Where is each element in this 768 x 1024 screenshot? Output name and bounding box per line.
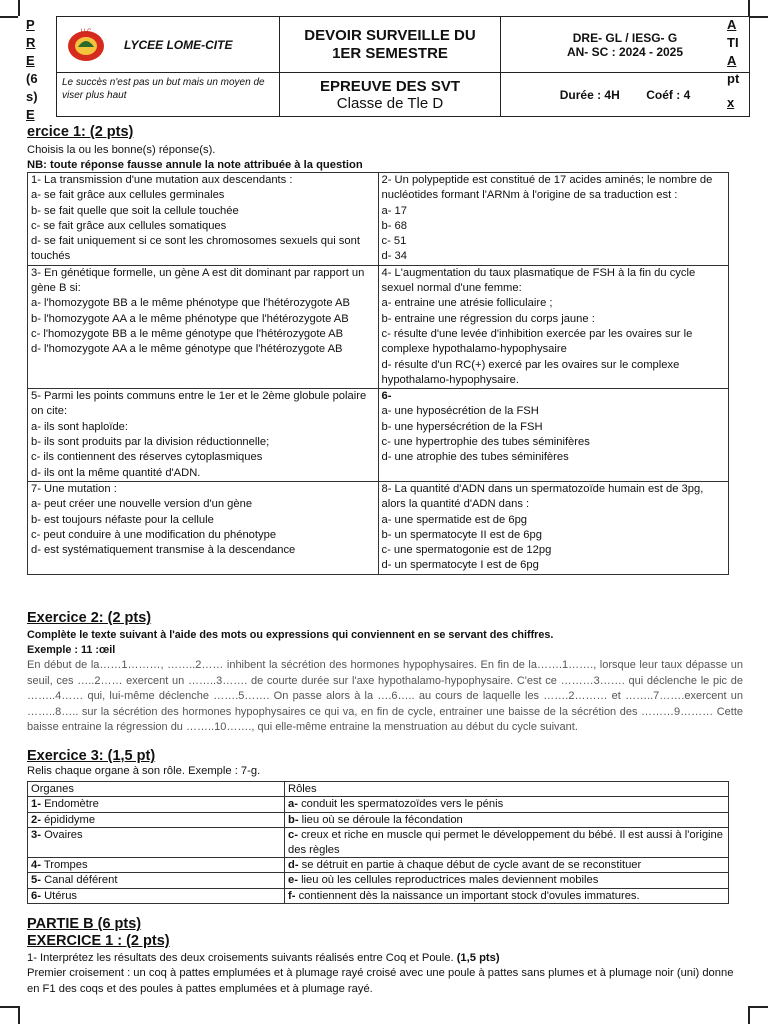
q5-option-c: c- ils contiennent des réserves cytoplasmiques <box>31 451 263 464</box>
role-letter: a- <box>288 798 298 811</box>
q7-option-d: d- est systématiquement transmise à la descendance <box>31 544 296 557</box>
organ-name: épididyme <box>44 813 96 826</box>
table-row <box>28 797 729 812</box>
table-row <box>28 888 729 903</box>
q5-option-a: a- ils sont haploïde: <box>31 420 129 433</box>
ex3-heading <box>27 748 727 779</box>
school-logo-icon <box>64 25 108 65</box>
corner-mark-tl <box>18 0 20 16</box>
q6-option-d: d- une atrophie des tubes séminifères <box>381 451 569 464</box>
ex1-nb: NB: toute réponse fausse annule la note attribuée à la question <box>27 159 363 171</box>
school-name: LYCEE LOME-CITE <box>124 37 233 52</box>
partb-title: PARTIE B (6 pts) <box>27 916 142 932</box>
organ-num: 5- <box>31 874 41 887</box>
q1-stem: 1- La transmission d'une mutation aux descendants : <box>31 174 293 186</box>
partb-section <box>27 916 743 997</box>
dre-cell <box>501 17 750 73</box>
q4-option-b: b- entraine une régression du corps jaune : <box>381 312 595 325</box>
table-row <box>28 873 729 888</box>
question-7 <box>28 481 379 574</box>
role-letter: e- <box>288 874 298 887</box>
col-organes: Organes <box>28 782 285 797</box>
q5-option-b: b- ils sont produits par la division réductionnelle; <box>31 436 270 449</box>
q8-option-c: c- une spermatogonie est de 12pg <box>381 544 552 557</box>
side-right-0: A <box>727 17 737 32</box>
q6-option-b: b- une hypersécrétion de la FSH <box>381 420 543 433</box>
q4-option-c: c- résulte d'une levée d'inhibition exercée par les ovaires sur le complexe hypothalamo-hypophysaire <box>381 327 693 356</box>
role-letter: b- <box>288 813 299 826</box>
side-left-1: R <box>26 35 36 50</box>
ex1-instruction: Choisis la ou les bonne(s) réponse(s). <box>27 144 216 156</box>
question-6 <box>378 389 729 482</box>
duration-cell <box>501 73 750 117</box>
q2-option-c: c- 51 <box>381 235 407 248</box>
table-row <box>28 858 729 873</box>
question-5 <box>28 389 379 482</box>
q5-stem: 5- Parmi les points communs entre le 1er et le 2ème globule polaire on cite: <box>31 390 367 418</box>
side-left-5: E <box>26 107 35 122</box>
side-left-0: P <box>26 17 35 32</box>
ex2-instruction: Complète le texte suivant à l'aide des mots ou expressions qui conviennent en se servant des chiffres. <box>27 629 554 641</box>
ex3-instruction: Relis chaque organe à son rôle. Exemple : 7-g. <box>27 765 261 777</box>
q1-option-b: b- se fait quelle que soit la cellule touchée <box>31 204 239 217</box>
motto-cell <box>57 73 280 117</box>
coef-label: Coéf : 4 <box>646 87 691 102</box>
question-4 <box>378 265 729 388</box>
q3-option-d: d- l'homozygote AA a le même génotype que l'hétérozygote AB <box>31 343 343 356</box>
q7-option-c: c- peut conduire à une modification du phénotype <box>31 528 277 541</box>
school-cell <box>57 17 280 73</box>
ex1-title: ercice 1: (2 pts) <box>27 124 134 140</box>
school-motto: Le succès n'est pas un but mais un moyen de viser plus haut <box>62 77 265 101</box>
organ-name: Utérus <box>44 889 78 902</box>
q7-option-a: a- peut créer une nouvelle version d'un gène <box>31 498 253 511</box>
ex2-text: En début de la……1………, ……..2…… inhibent la sécrétion des hormones hypophysaires. En fin de la…….1……., lorsque leur taux dépasse un seuil, ces …..2…… exercent un ……..3……. de courte durée sur l'axe hypothalamo-hypophysaire. C'est ce ………3……. qui déclenche le pic de ……..4…… qui, lui-même déclenche …….5……. On passe alors à la ….6….. au cours de laquelle les …….2……… et ……..7…….exercent un ……..8….. sur la sécrétion des hormones hypophysaires ce qui va, en fin de cycle, entrainer une baisse de la sécrétion des ………9……… Cette baisse entraine la régression du ……..10……., qui elle-même entraine la menstruation au début du cycle suivant. <box>27 659 743 733</box>
role-text: lieu où se déroule la fécondation <box>301 813 463 826</box>
role-letter: c- <box>288 829 298 842</box>
svg-text:LLC: LLC <box>80 28 92 35</box>
q7-option-b: b- est toujours néfaste pour la cellule <box>31 513 214 526</box>
corner-mark-bl-h <box>0 1006 18 1008</box>
organ-num: 6- <box>31 889 41 902</box>
q5-option-d: d- ils ont la même quantité d'ADN. <box>31 466 201 479</box>
role-text: conduit les spermatozoïdes vers le pénis <box>301 798 504 811</box>
duree-label: Durée : 4H <box>559 87 620 102</box>
q3-stem: 3- En génétique formelle, un gène A est dit dominant par rapport un gène B si: <box>31 266 365 295</box>
corner-mark-tr <box>748 0 750 16</box>
side-left-2: E <box>26 53 35 68</box>
q7-stem: 7- Une mutation : <box>31 482 117 495</box>
question-3 <box>28 265 379 388</box>
ex2-example: Exemple : 11 :œil <box>27 644 116 656</box>
q3-option-a: a- l'homozygote BB a le même phénotype que l'hétérozygote AB <box>31 297 350 310</box>
side-right-3: pt <box>727 71 740 86</box>
q2-option-b: b- 68 <box>381 219 407 232</box>
q6-stem: 6- <box>381 390 392 403</box>
corner-mark-tl-h <box>0 16 18 18</box>
q8-option-d: d- un spermatocyte I est de 6pg <box>381 559 539 572</box>
q8-option-a: a- une spermatide est de 6pg <box>381 513 528 526</box>
corner-mark-br-h <box>750 1006 768 1008</box>
question-1 <box>28 173 379 266</box>
partb-ex1-title: EXERCICE 1 : (2 pts) <box>27 933 170 949</box>
organ-num: 2- <box>31 813 41 826</box>
side-left-3: (6 <box>26 71 38 86</box>
q2-option-d: d- 34 <box>381 250 407 263</box>
q1-option-d: d- se fait uniquement si ce sont les chromosomes sexuels qui sont touchés <box>31 235 360 263</box>
q4-option-d: d- résulte d'un RC(+) exercé par les ovaires sur le complexe hypothalamo-hypophysaire. <box>381 358 680 386</box>
organs-table <box>27 781 729 904</box>
ex2-title: Exercice 2: (2 pts) <box>27 610 152 626</box>
organ-num: 3- <box>31 829 41 842</box>
side-right-4: x <box>727 95 735 110</box>
corner-mark-tr-h <box>750 16 768 18</box>
q2-option-a: a- 17 <box>381 204 407 217</box>
organ-num: 1- <box>31 798 41 811</box>
q4-option-a: a- entraine une atrésie folliculaire ; <box>381 297 553 310</box>
subject-cell <box>280 73 501 117</box>
annee-label: AN- SC : 2024 - 2025 <box>566 44 684 59</box>
organ-num: 4- <box>31 859 41 872</box>
q3-option-b: b- l'homozygote AA a le même phénotype que l'hétérozygote AB <box>31 312 349 325</box>
class-label: Classe de Tle D <box>336 94 444 112</box>
role-text: contiennent dès la naissance un important stock d'ovules immatures. <box>298 889 640 902</box>
role-letter: d- <box>288 859 299 872</box>
corner-mark-br <box>748 1006 750 1024</box>
partb-text: Premier croisement : un coq à pattes emplumées et à plumage rayé croisé avec une poule à pattes sans plumes et à plumage noir (uni) donne en F1 des coqs et des poules à pattes emplumées et à plumage rayé. <box>27 967 734 995</box>
role-letter: f- <box>288 889 296 902</box>
side-right-1: TI <box>727 35 739 50</box>
q4-stem: 4- L'augmentation du taux plasmatique de FSH à la fin du cycle sexuel normal d'une femme: <box>381 266 696 295</box>
q6-option-c: c- une hypertrophie des tubes séminifères <box>381 436 590 449</box>
side-left-4: s) <box>26 89 38 104</box>
partb-q1-text: 1- Interprétez les résultats des deux croisements suivants réalisés entre Coq et Poule. <box>27 952 454 964</box>
q1-option-c: c- se fait grâce aux cellules somatiques <box>31 219 227 232</box>
q6-option-a: a- une hyposécrétion de la FSH <box>381 405 539 418</box>
q8-option-b: b- un spermatocyte II est de 6pg <box>381 528 542 541</box>
ex3-title: Exercice 3: (1,5 pt) <box>27 748 156 764</box>
question-2 <box>378 173 729 266</box>
question-8 <box>378 481 729 574</box>
role-text: se détruit en partie à chaque début de cycle avant de se reconstituer <box>301 859 642 872</box>
ex1-heading <box>27 124 727 173</box>
organ-name: Canal déférent <box>44 874 118 887</box>
ex2-section <box>27 610 743 736</box>
table-row <box>28 812 729 827</box>
col-roles: Rôles <box>285 782 729 797</box>
partb-q1-points: (1,5 pts) <box>456 952 500 964</box>
role-text: creux et riche en muscle qui permet le développement du bébé. Il est aussi à l'origine des règles <box>288 829 723 856</box>
q2-stem: 2- Un polypeptide est constitué de 17 acides aminés; le nombre de nucléotides formant l'ARNm à l'origine de sa traduction est : <box>381 174 713 202</box>
q8-stem: 8- La quantité d'ADN dans un spermatozoïde humain est de 3pg, alors la quantité d'ADN dans : <box>381 482 704 511</box>
q3-option-c: c- l'homozygote BB a le même génotype que l'hétérozygote AB <box>31 327 344 340</box>
left-margin-text <box>26 16 38 124</box>
subject-title: EPREUVE DES SVT <box>319 77 461 95</box>
header-table <box>56 16 750 117</box>
corner-mark-bl <box>18 1006 20 1024</box>
side-right-2: A <box>727 53 737 68</box>
partb-q1 <box>27 951 743 966</box>
organ-name: Endomètre <box>44 798 99 811</box>
dre-label: DRE- GL / IESG- G <box>572 30 678 45</box>
table-row <box>28 828 729 858</box>
organ-name: Ovaires <box>44 829 83 842</box>
role-text: lieu où les cellules reproductrices males deviennent mobiles <box>301 874 599 887</box>
organ-name: Trompes <box>43 859 88 872</box>
quiz-table <box>27 172 729 575</box>
title-cell <box>280 17 501 73</box>
exam-title: DEVOIR SURVEILLE DU 1ER SEMESTRE <box>304 26 476 62</box>
q1-option-a: a- se fait grâce aux cellules germinales <box>31 189 225 202</box>
